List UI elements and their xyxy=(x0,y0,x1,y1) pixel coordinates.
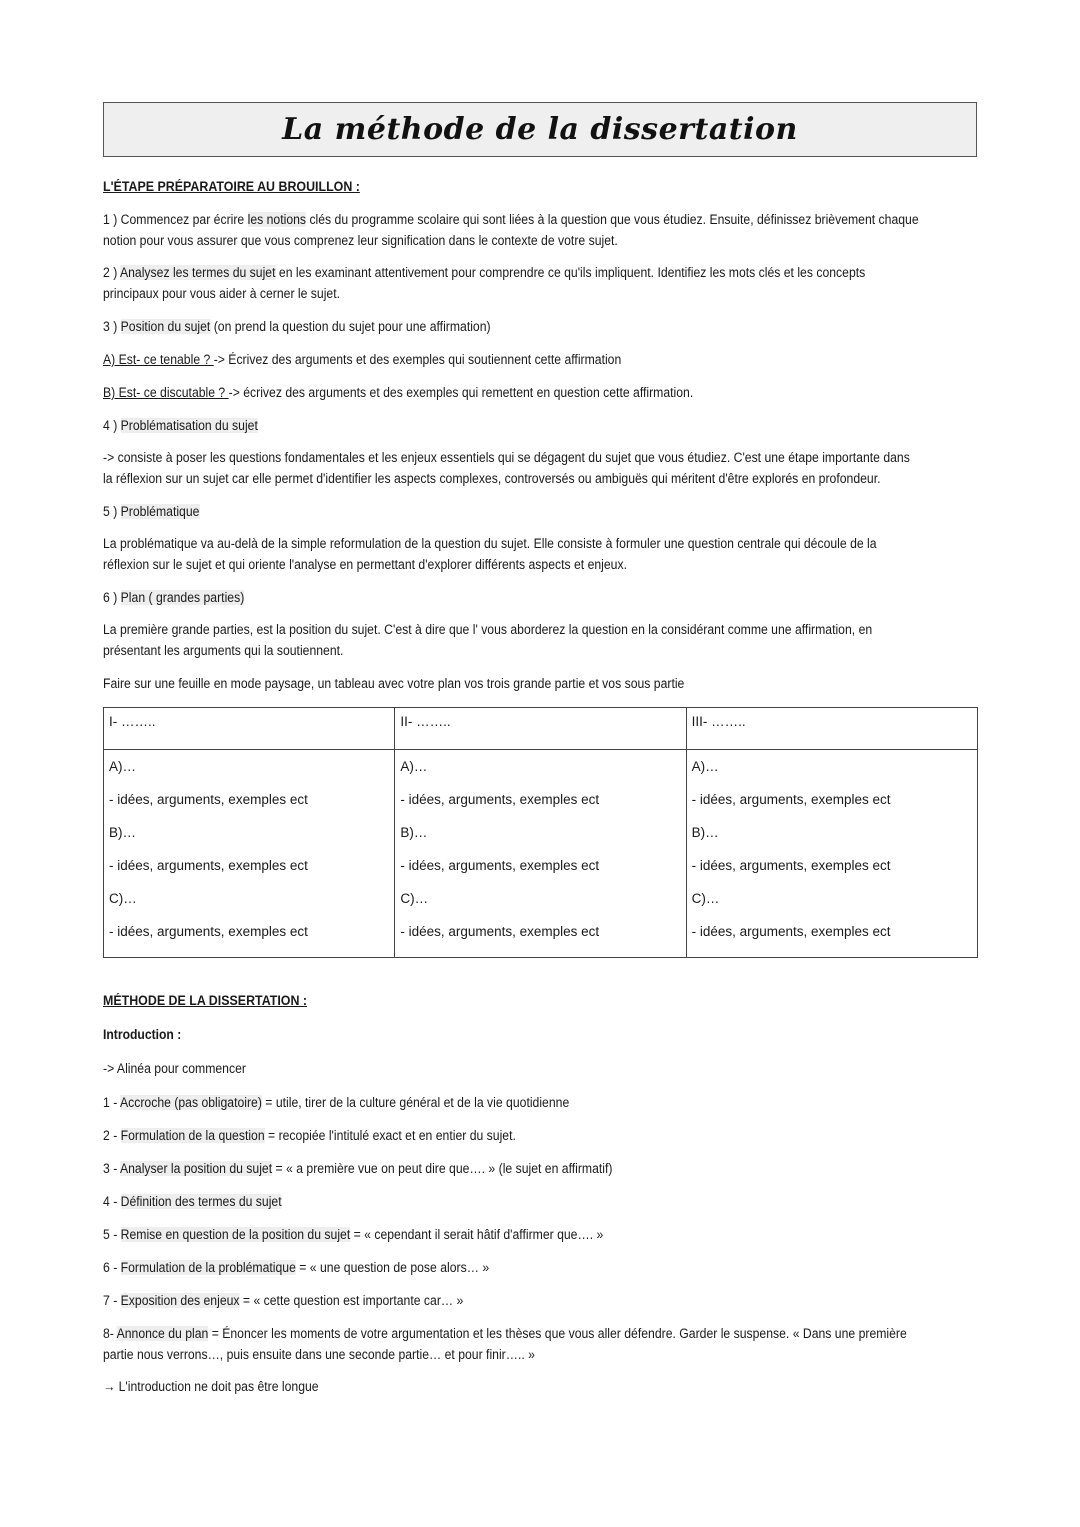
cell-line: - idées, arguments, exemples ect xyxy=(691,792,891,807)
step-highlight: Analyser la position du sujet xyxy=(119,1161,273,1176)
paragraph-b-discutable xyxy=(103,383,693,403)
intro-step-3 xyxy=(103,1159,612,1179)
introduction-heading: Introduction : xyxy=(103,1027,182,1042)
cell-line: - idées, arguments, exemples ect xyxy=(400,792,600,807)
paragraph-5-line-1: La problématique va au-delà de la simple reformulation de la question du sujet. Elle consiste à formuler une question centrale qui découle de la xyxy=(103,536,877,551)
plan-column-1 xyxy=(104,750,395,958)
paragraph-7: Faire sur une feuille en mode paysage, un tableau avec votre plan vos trois grande partie et vos sous partie xyxy=(103,676,685,691)
section-heading-methode: MÉTHODE DE LA DISSERTATION : xyxy=(103,993,308,1008)
cell-line: A)… xyxy=(109,759,136,774)
intro-step-5 xyxy=(103,1225,603,1245)
step-rest: = « cependant il serait hâtif d'affirmer que…. » xyxy=(350,1227,604,1242)
plan-header-3: III- …….. xyxy=(686,708,977,750)
plan-table-body-row xyxy=(104,750,978,958)
step-highlight: Accroche (pas obligatoire) xyxy=(119,1095,262,1110)
section-heading-preparation: L'ÉTAPE PRÉPARATOIRE AU BROUILLON : xyxy=(103,179,360,194)
paragraph-3 xyxy=(103,317,491,337)
introduction-length-note: → L'introduction ne doit pas être longue xyxy=(103,1379,319,1394)
paragraph-6-line-1: La première grande parties, est la position du sujet. C'est à dire que l' vous aborderez la question en la considérant comme une affirmation, en xyxy=(103,622,873,637)
plan-table-header-row xyxy=(104,708,978,750)
intro-step-4 xyxy=(103,1192,282,1212)
document-title: La méthode de la dissertation xyxy=(282,112,798,147)
step-number: 2 - xyxy=(103,1128,121,1143)
p1-prefix: 1 ) Commencez par écrire xyxy=(103,212,248,227)
p2-prefix: 2 ) xyxy=(103,265,120,280)
p3-rest: (on prend la question du sujet pour une affirmation) xyxy=(210,319,491,334)
cell-line: C)… xyxy=(400,891,429,906)
step-highlight: Définition des termes du sujet xyxy=(120,1194,282,1209)
plan-header-1: I- …….. xyxy=(104,708,395,750)
cell-line: - idées, arguments, exemples ect xyxy=(400,858,600,873)
step-rest: = « cette question est importante car… » xyxy=(239,1293,464,1308)
paragraph-6-title xyxy=(103,588,244,608)
highlight-problematisation: Problématisation du sujet xyxy=(120,418,258,433)
cell-line: A)… xyxy=(691,759,719,774)
step-highlight: Remise en question de la position du sujet xyxy=(120,1227,351,1242)
step-rest: = « une question de pose alors… » xyxy=(295,1260,490,1275)
step-number: 7 - xyxy=(103,1293,121,1308)
paragraph-2 xyxy=(103,263,865,283)
paragraph-6-line-2: présentant les arguments qui la soutiennent. xyxy=(103,643,344,658)
step-rest: = « a première vue on peut dire que…. » (le sujet en affirmatif) xyxy=(272,1161,613,1176)
label-tenable: A) Est- ce tenable ? xyxy=(103,352,214,367)
paragraph-1 xyxy=(103,210,919,230)
paragraph-a-tenable xyxy=(103,350,621,370)
intro-step-6 xyxy=(103,1258,489,1278)
cell-line: - idées, arguments, exemples ect xyxy=(109,858,308,873)
plan-header-2: II- …….. xyxy=(395,708,686,750)
step-highlight: Formulation de la problématique xyxy=(120,1260,296,1275)
intro-step-7 xyxy=(103,1291,463,1311)
paragraph-1-line-2: notion pour vous assurer que vous comprenez leur signification dans le contexte de votre sujet. xyxy=(103,233,618,248)
step-number: 3 - xyxy=(103,1161,120,1176)
highlight-notions: les notions xyxy=(247,212,307,227)
highlight-position: Position du sujet xyxy=(120,319,211,334)
p3-prefix: 3 ) xyxy=(103,319,121,334)
paragraph-4-line-2: la réflexion sur un sujet car elle permet d'identifier les aspects complexes, controversés ou ambiguës qui méritent d'être explorés en profondeur. xyxy=(103,471,881,486)
cell-line: - idées, arguments, exemples ect xyxy=(691,924,891,939)
p2-rest: en les examinant attentivement pour comprendre ce qu'ils impliquent. Identifiez les mots clés et les concepts xyxy=(275,265,866,280)
step-highlight: Exposition des enjeux xyxy=(120,1293,240,1308)
pB-rest: -> écrivez des arguments et des exemples qui remettent en question cette affirmation. xyxy=(228,385,694,400)
step-number: 8- xyxy=(103,1326,117,1341)
p5-prefix: 5 ) xyxy=(103,504,121,519)
cell-line: B)… xyxy=(400,825,428,840)
step-number: 4 - xyxy=(103,1194,121,1209)
cell-line: C)… xyxy=(109,891,137,906)
plan-column-2 xyxy=(395,750,686,958)
paragraph-2-line-2: principaux pour vous aider à cerner le sujet. xyxy=(103,286,341,301)
step-rest: = Énoncer les moments de votre argumentation et les thèses que vous aller défendre. Garder le suspense. « Dans une première xyxy=(208,1326,907,1341)
cell-line: - idées, arguments, exemples ect xyxy=(400,924,600,939)
cell-line: B)… xyxy=(109,825,136,840)
plan-column-3 xyxy=(686,750,977,958)
step-highlight: Formulation de la question xyxy=(120,1128,265,1143)
cell-line: - idées, arguments, exemples ect xyxy=(109,924,308,939)
step-highlight: Annonce du plan xyxy=(116,1326,209,1341)
highlight-analysez: Analysez les termes du sujet xyxy=(119,265,276,280)
highlight-plan: Plan ( grandes parties) xyxy=(120,590,245,605)
intro-step-2 xyxy=(103,1126,516,1146)
cell-line: - idées, arguments, exemples ect xyxy=(109,792,308,807)
paragraph-4-title xyxy=(103,416,258,436)
plan-table xyxy=(103,707,978,958)
alinea-note: -> Alinéa pour commencer xyxy=(103,1061,246,1076)
step-number: 6 - xyxy=(103,1260,121,1275)
step-number: 1 - xyxy=(103,1095,120,1110)
cell-line: - idées, arguments, exemples ect xyxy=(691,858,891,873)
cell-line: C)… xyxy=(691,891,720,906)
intro-step-1 xyxy=(103,1093,569,1113)
intro-step-8 xyxy=(103,1324,907,1344)
step-rest: = recopiée l'intitulé exact et en entier du sujet. xyxy=(264,1128,516,1143)
title-banner xyxy=(103,102,977,157)
cell-line: A)… xyxy=(400,759,428,774)
paragraph-4-line-1: -> consiste à poser les questions fondamentales et les enjeux essentiels qui se dégagent du sujet que vous étudiez. C'est une étape importante dans xyxy=(103,450,910,465)
highlight-problematique: Problématique xyxy=(120,504,200,519)
step-rest: = utile, tirer de la culture général et de la vie quotidienne xyxy=(261,1095,570,1110)
p4-prefix: 4 ) xyxy=(103,418,121,433)
intro-step-8-line-2: partie nous verrons…, puis ensuite dans une seconde partie… et pour finir….. » xyxy=(103,1347,535,1362)
paragraph-5-line-2: réflexion sur le sujet et qui oriente l'analyse en permettant d'explorer différents aspects et enjeux. xyxy=(103,557,627,572)
paragraph-5-title xyxy=(103,502,199,522)
cell-line: B)… xyxy=(691,825,719,840)
step-number: 5 - xyxy=(103,1227,121,1242)
p1-rest: clés du programme scolaire qui sont liées à la question que vous étudiez. Ensuite, définissez brièvement chaque xyxy=(306,212,919,227)
document-page xyxy=(103,102,977,1394)
p6-prefix: 6 ) xyxy=(103,590,121,605)
pA-rest: -> Écrivez des arguments et des exemples qui soutiennent cette affirmation xyxy=(213,352,622,367)
label-discutable: B) Est- ce discutable ? xyxy=(103,385,229,400)
